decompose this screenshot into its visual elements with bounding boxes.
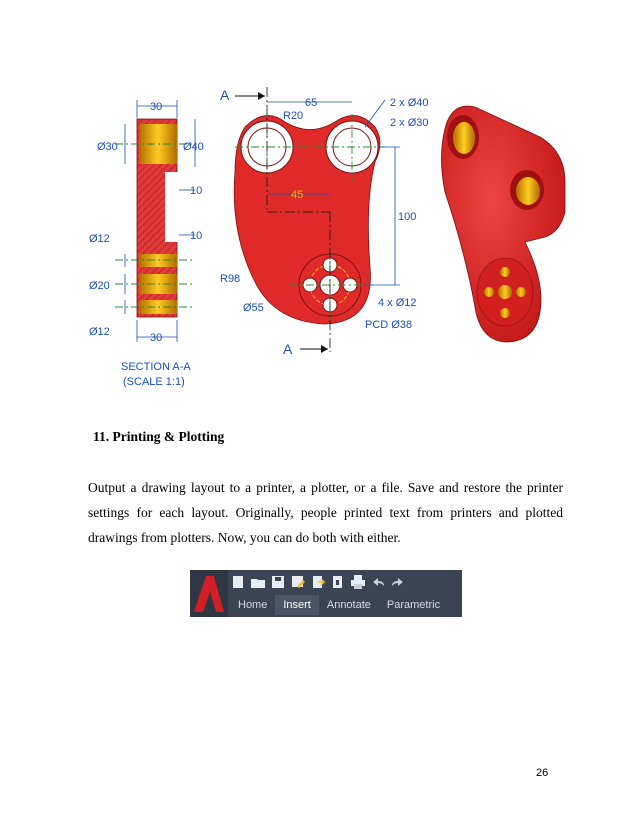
dim-holes-30: 2 x Ø30: [390, 117, 429, 129]
save-as-icon[interactable]: [290, 574, 306, 590]
isometric-view: [441, 106, 565, 342]
dim-width-bottom: 30: [150, 332, 163, 344]
scale-caption: (SCALE 1:1): [123, 376, 185, 388]
iso-bolt-bottom: [500, 308, 510, 318]
new-icon[interactable]: [230, 574, 246, 590]
section-marker-top: A: [220, 87, 230, 103]
dim-t1: 10: [190, 185, 203, 197]
quick-access-toolbar: [230, 572, 406, 592]
import-icon[interactable]: [310, 574, 326, 590]
iso-bore-right: [516, 177, 540, 205]
tab-insert[interactable]: Insert: [275, 595, 319, 615]
dim-65: 65: [305, 97, 318, 109]
tab-home[interactable]: Home: [238, 599, 268, 611]
front-view: [220, 87, 429, 357]
section-heading: 11. Printing & Plotting: [93, 429, 225, 444]
dim-d30: Ø30: [97, 141, 118, 153]
section-caption: SECTION A-A: [121, 361, 191, 373]
dim-100: 100: [398, 211, 417, 223]
iso-bore-left: [453, 122, 475, 154]
autocad-ribbon: [190, 570, 462, 617]
print-icon[interactable]: [350, 574, 366, 590]
redo-icon[interactable]: [390, 574, 406, 590]
dim-r98: R98: [220, 273, 241, 285]
dim-d55: Ø55: [243, 302, 264, 314]
iso-center-hole: [498, 285, 512, 299]
dim-holes-12: 4 x Ø12: [378, 297, 417, 309]
dim-pcd: PCD Ø38: [365, 319, 413, 331]
section-marker-bottom: A: [283, 341, 293, 357]
autocad-logo-icon: [194, 576, 224, 612]
iso-bolt-right: [516, 287, 526, 297]
page-number: 26: [536, 767, 549, 779]
dim-t2: 10: [190, 230, 203, 242]
dim-d40: Ø40: [183, 141, 204, 153]
iso-bolt-left: [484, 287, 494, 297]
technical-drawing: [89, 82, 580, 392]
undo-icon[interactable]: [370, 574, 386, 590]
body-paragraph: Output a drawing layout to a printer, a plotter, or a file. Save and restore the printer settings for each layout. Originally, people printed text from printers and plotted drawings from plotters. Now, you can do both with either.: [88, 480, 563, 545]
tab-annotate[interactable]: Annotate: [326, 599, 371, 611]
app-logo[interactable]: [190, 570, 228, 617]
tab-parametric[interactable]: Parametric: [386, 599, 441, 611]
dim-holes-40: 2 x Ø40: [390, 97, 429, 109]
iso-bolt-top: [500, 267, 510, 277]
dim-r20: R20: [283, 110, 304, 122]
save-icon[interactable]: [270, 574, 286, 590]
dim-width-top: 30: [150, 101, 163, 113]
dim-d20: Ø20: [89, 280, 110, 292]
dim-d12-top: Ø12: [89, 233, 110, 245]
section-notch: [165, 172, 179, 242]
section-view: [89, 100, 204, 388]
hole-upper: [139, 254, 177, 267]
ribbon-tabs: [230, 595, 448, 615]
open-icon[interactable]: [250, 574, 266, 590]
dim-d12-bottom: Ø12: [89, 326, 110, 338]
dim-45: 45: [291, 189, 304, 201]
export-icon[interactable]: [330, 574, 346, 590]
